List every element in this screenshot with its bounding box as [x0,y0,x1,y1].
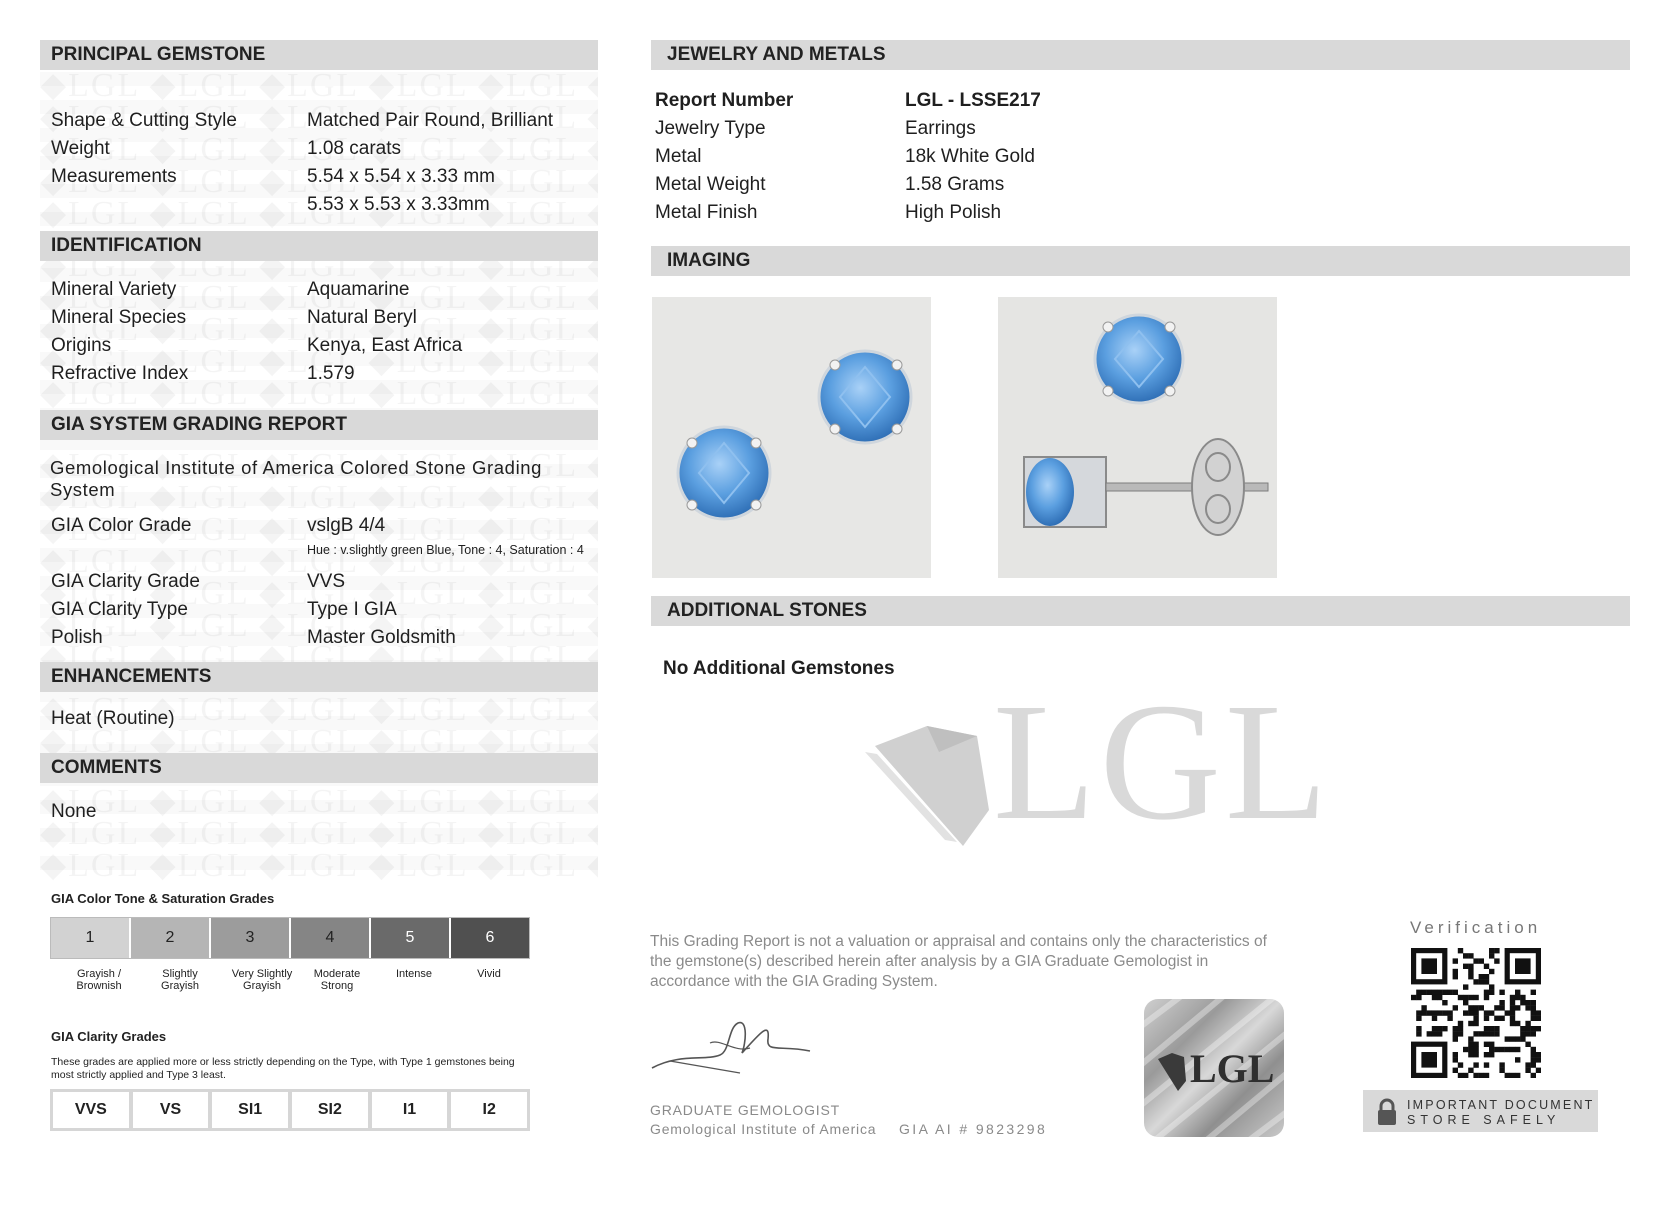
tone-label: Vivid [477,968,501,980]
metal-label: Metal [655,146,702,167]
lgl-logo-text: LGL [993,669,1332,855]
earrings-front-photo [652,297,931,578]
origins-value: Kenya, East Africa [307,335,463,356]
comments-value: None [51,801,97,822]
tone-cell: 3 [211,918,291,958]
enhancements-value: Heat (Routine) [51,708,175,729]
verification-label: Verification [1410,918,1542,937]
gia-color-grade-value: vslgB 4/4 [307,515,386,536]
clarity-cell: I1 [372,1092,448,1128]
tone-label: Very Slightly Grayish [231,968,293,992]
jewelry-metals-header: JEWELRY AND METALS [651,40,1630,70]
disclaimer-text: This Grading Report is not a valuation or appraisal and contains only the characteristics of the gemstone(s) described herein after analysis by a GIA Graduate Gemologist in accordance with the GIA Grading System. [650,933,1267,990]
additional-stones-header: ADDITIONAL STONES [651,596,1630,626]
origins-label: Origins [51,335,112,356]
imaging-header: IMAGING [651,246,1630,276]
hologram-text: LGL [1190,1046,1275,1091]
gia-color-grade-label: GIA Color Grade [51,515,192,536]
metal-weight-label: Metal Weight [655,174,766,195]
mineral-variety-label: Mineral Variety [51,279,177,300]
report-number-value: LGL - LSSE217 [905,90,1041,111]
watermark-pattern-row [40,70,598,102]
comments-header: COMMENTS [40,753,598,783]
tone-cell: 4 [291,918,371,958]
metal-value: 18k White Gold [905,146,1035,167]
earrings-side-photo [998,297,1277,578]
tone-label: Slightly Grayish [161,968,199,992]
earrings-side-image [998,297,1277,578]
polish-value: Master Goldsmith [307,627,456,648]
mineral-variety-value: Aquamarine [307,279,410,300]
tone-scale-bar [50,917,530,959]
watermark-pattern-row [40,786,598,818]
tone-cell: 6 [451,918,529,958]
metal-finish-value: High Polish [905,202,1002,223]
report-number-label: Report Number [655,90,794,111]
qr-code-icon [1411,948,1541,1078]
refractive-index-value: 1.579 [307,363,355,384]
gia-color-detail: Hue : v.slightly green Blue, Tone : 4, Saturation : 4 [307,543,584,557]
principal-gemstone-header: PRINCIPAL GEMSTONE [40,40,598,70]
tone-cell: 1 [51,918,131,958]
graduate-gemologist-title: GRADUATE GEMOLOGIST [650,1102,840,1118]
enhancements-header: ENHANCEMENTS [40,662,598,692]
gia-institute-name: Gemological Institute of America [650,1121,877,1137]
clarity-cell: SI1 [212,1092,288,1128]
tone-label: Intense [395,968,433,980]
tone-cell: 5 [371,918,451,958]
watermark-pattern-row [40,818,598,850]
gia-clarity-type-value: Type I GIA [307,599,397,620]
polish-label: Polish [51,627,103,648]
additional-stones-value: No Additional Gemstones [663,658,895,679]
store-safely-text: STORE SAFELY [1407,1113,1561,1127]
jewelry-type-value: Earrings [905,118,976,139]
measurements-value-1: 5.54 x 5.54 x 3.33 mm [307,166,495,187]
verification-qr-code[interactable] [1411,948,1541,1078]
clarity-cell: I2 [451,1092,527,1128]
shape-label: Shape & Cutting Style [51,110,237,131]
metal-finish-label: Metal Finish [655,202,758,223]
metal-weight-value: 1.58 Grams [905,174,1005,195]
clarity-scale-bar [50,1089,530,1131]
tone-scale-title: GIA Color Tone & Saturation Grades [51,891,275,906]
tone-label: Grayish / Brownish [76,968,122,992]
gia-ai-number: GIA AI # 9823298 [899,1121,1048,1137]
mineral-species-value: Natural Beryl [307,307,417,328]
jewelry-type-label: Jewelry Type [655,118,766,139]
gia-clarity-grade-value: VVS [307,571,346,592]
tone-cell: 2 [131,918,211,958]
measurements-label: Measurements [51,166,177,187]
clarity-scale-note: These grades are applied more or less strictly depending on the Type, with Type 1 gemstones being most strictly applied and Type 3 least. [51,1056,515,1081]
earrings-front-image [652,297,931,578]
gia-clarity-type-label: GIA Clarity Type [51,599,188,620]
clarity-cell: VVS [53,1092,129,1128]
clarity-cell: VS [133,1092,209,1128]
gemologist-signature [650,1013,820,1078]
gia-description: Gemological Institute of America Colored Stone Grading System [50,457,543,500]
lgl-logo [865,669,1335,855]
clarity-cell: SI2 [292,1092,368,1128]
gia-clarity-grade-label: GIA Clarity Grade [51,571,200,592]
clarity-scale-title: GIA Clarity Grades [51,1029,167,1044]
measurements-value-2: 5.53 x 5.53 x 3.33mm [307,194,490,215]
important-document-text: IMPORTANT DOCUMENT [1407,1098,1595,1112]
important-document-badge [1363,1090,1598,1132]
watermark-pattern-row [40,850,598,882]
refractive-index-label: Refractive Index [51,363,189,384]
weight-label: Weight [51,138,110,159]
mineral-species-label: Mineral Species [51,307,187,328]
shape-value: Matched Pair Round, Brilliant [307,110,554,131]
gia-report-header: GIA SYSTEM GRADING REPORT [40,410,598,440]
lock-icon [1375,1098,1399,1126]
weight-value: 1.08 carats [307,138,401,159]
tone-label: Moderate Strong [313,968,361,992]
lgl-hologram-seal [1144,999,1284,1137]
identification-header: IDENTIFICATION [40,231,598,261]
